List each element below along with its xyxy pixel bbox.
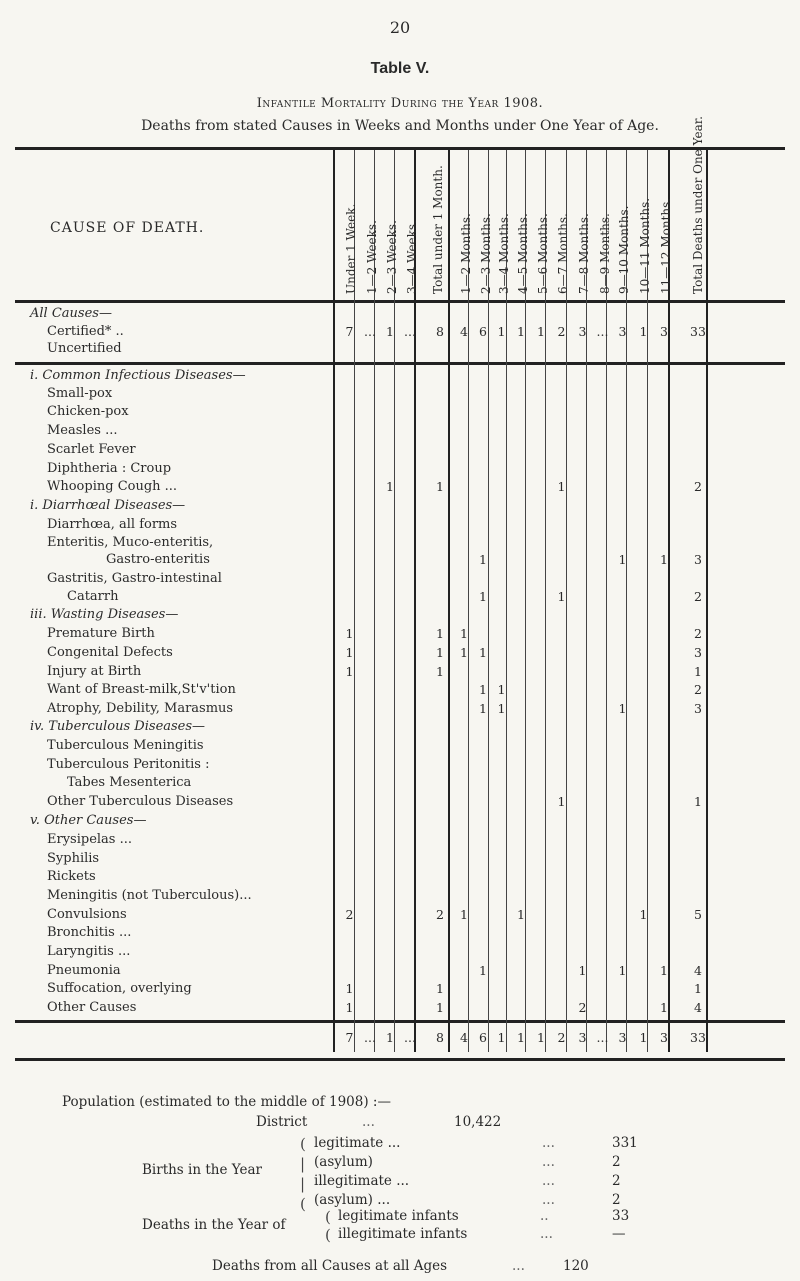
section-heading: iv. Tuberculous Diseases— <box>30 719 206 734</box>
section-heading: v. Other Causes— <box>30 813 147 828</box>
value-cell: 1 <box>479 552 487 567</box>
certified-cell: 1 <box>497 324 506 339</box>
row-label: Want of Breast-milk,St'v'tion <box>47 682 236 697</box>
row-label: Other Causes <box>47 1000 137 1015</box>
certified-cell: 1 <box>386 324 394 339</box>
value-cell: 1 <box>436 664 444 679</box>
value-cell: 1 <box>345 626 354 641</box>
row-label: Rickets <box>47 869 96 884</box>
value-cell: 2 <box>436 907 444 922</box>
death-dots: .. <box>540 1208 549 1224</box>
total-cell: 3 <box>660 1030 668 1045</box>
total-cell: 1 <box>497 1030 506 1045</box>
all-causes-label: All Causes— <box>30 306 112 321</box>
birth-value: 331 <box>612 1135 638 1151</box>
column-heading: 2—3 Weeks. <box>385 220 399 294</box>
birth-dots: ... <box>542 1173 555 1189</box>
row-label: Injury at Birth <box>47 664 142 679</box>
death-label: illegitimate infants <box>338 1226 468 1242</box>
value-cell: 1 <box>557 589 566 604</box>
total-cell: 1 <box>537 1030 545 1045</box>
column-heading: 3—4 Months. <box>497 213 511 294</box>
table-caption: Infantile Mortality During the Year 1908. <box>256 96 544 111</box>
column-heading: 5—6 Months. <box>536 213 550 294</box>
birth-label: (asylum) <box>314 1154 373 1170</box>
certified-cell: 3 <box>618 324 627 339</box>
value-cell: 1 <box>436 1000 444 1015</box>
row-label: Other Tuberculous Diseases <box>47 794 234 809</box>
certified-cell: 1 <box>537 324 545 339</box>
certified-cell: 3 <box>660 324 668 339</box>
value-cell: 1 <box>660 552 668 567</box>
certified-cell: 1 <box>639 324 648 339</box>
birth-value: 2 <box>612 1173 621 1189</box>
total-cell: ... <box>404 1030 416 1045</box>
row-label: Enteritis, Muco-enteritis, <box>47 535 214 550</box>
value-cell: 1 <box>345 981 354 996</box>
certified-cell: ... <box>364 324 376 339</box>
death-value: 33 <box>612 1208 630 1224</box>
row-label: Scarlet Fever <box>47 442 136 457</box>
value-cell: 2 <box>694 682 702 697</box>
section-heading: i. Common Infectious Diseases— <box>30 368 246 383</box>
column-heading: 2—3 Months. <box>479 213 493 294</box>
total-cell: 7 <box>345 1030 354 1045</box>
column-heading: Total under 1 Month. <box>431 165 445 294</box>
certified-cell: 7 <box>345 324 354 339</box>
row-label: Whooping Cough ... <box>47 479 178 494</box>
value-cell: 1 <box>436 479 444 494</box>
death-value: — <box>612 1226 626 1242</box>
total-cell: 4 <box>460 1030 468 1045</box>
value-cell: 1 <box>618 701 627 716</box>
total-cell: 1 <box>517 1030 525 1045</box>
row-label: Atrophy, Debility, Marasmus <box>47 701 234 716</box>
column-heading: 3—4 Weeks. <box>405 220 419 294</box>
all-ages-value: 120 <box>563 1258 589 1274</box>
certified-cell: 4 <box>460 324 468 339</box>
value-cell: 3 <box>694 552 702 567</box>
table-title: Table V. <box>370 60 430 77</box>
value-cell: 1 <box>557 794 566 809</box>
row-label: Tuberculous Meningitis <box>47 738 204 753</box>
value-cell: 1 <box>639 907 648 922</box>
column-heading: Under 1 Week. <box>344 203 358 294</box>
row-label: Laryngitis ... <box>47 944 131 959</box>
certified-cell: 2 <box>557 324 566 339</box>
population-heading: Population (estimated to the middle of 1908) :— <box>62 1094 391 1110</box>
births-label: Births in the Year <box>142 1162 262 1178</box>
value-cell: 1 <box>660 963 668 978</box>
row-label: Convulsions <box>47 907 127 922</box>
value-cell: 1 <box>618 552 627 567</box>
value-cell: 1 <box>436 981 444 996</box>
birth-value: 2 <box>612 1154 621 1170</box>
table-subcaption: Deaths from stated Causes in Weeks and Months under One Year of Age. <box>141 118 659 134</box>
uncertified-label: Uncertified <box>47 341 122 356</box>
cause-of-death-heading: CAUSE OF DEATH. <box>50 220 205 236</box>
value-cell: 1 <box>694 664 702 679</box>
value-cell: 1 <box>436 626 444 641</box>
value-cell: 1 <box>694 794 702 809</box>
certified-cell: 8 <box>436 324 444 339</box>
row-label: Erysipelas ... <box>47 832 133 847</box>
row-label: Diphtheria : Croup <box>47 461 172 476</box>
certified-label: Certified* .. <box>47 324 124 339</box>
total-cell: 1 <box>386 1030 394 1045</box>
value-cell: 2 <box>694 589 702 604</box>
birth-label: legitimate ... <box>314 1135 401 1151</box>
births-brace: ( | | ( <box>300 1135 306 1213</box>
value-cell: 1 <box>436 645 444 660</box>
total-cell: ... <box>596 1030 609 1045</box>
total-cell: 8 <box>436 1030 444 1045</box>
birth-dots: ... <box>542 1154 555 1170</box>
total-cell: 33 <box>690 1030 706 1045</box>
total-cell: 6 <box>479 1030 487 1045</box>
certified-cell: ... <box>596 324 609 339</box>
birth-label: (asylum) ... <box>314 1192 391 1208</box>
value-cell: 2 <box>694 626 702 641</box>
column-heading: 1—2 Months. <box>459 213 473 294</box>
value-cell: 1 <box>345 645 354 660</box>
row-label: Premature Birth <box>47 626 155 641</box>
row-label: Measles ... <box>47 423 118 438</box>
value-cell: 1 <box>660 1000 668 1015</box>
certified-cell: 1 <box>517 324 525 339</box>
row-label: Small-pox <box>47 386 113 401</box>
deaths-brace: ( ( <box>325 1208 331 1244</box>
value-cell: 1 <box>694 981 702 996</box>
value-cell: 1 <box>578 963 587 978</box>
district-value: 10,422 <box>454 1114 502 1130</box>
row-label: Syphilis <box>47 851 100 866</box>
row-label: Congenital Defects <box>47 645 173 660</box>
value-cell: 3 <box>694 645 702 660</box>
value-cell: 2 <box>694 479 702 494</box>
row-label: Catarrh <box>67 589 119 604</box>
row-label: Diarrhœa, all forms <box>47 517 178 532</box>
birth-dots: ... <box>542 1135 555 1151</box>
value-cell: 1 <box>517 907 525 922</box>
total-cell: 1 <box>639 1030 648 1045</box>
row-label: Chicken-pox <box>47 404 129 419</box>
value-cell: 1 <box>460 626 468 641</box>
row-label: Tuberculous Peritonitis : <box>47 757 210 772</box>
column-rule <box>333 150 335 1052</box>
value-cell: 4 <box>694 963 702 978</box>
birth-dots: ... <box>542 1192 555 1208</box>
value-cell: 1 <box>479 682 487 697</box>
column-heading: 10—11 Months. <box>638 197 652 294</box>
column-heading: Total Deaths under One Year. <box>691 116 705 294</box>
value-cell: 1 <box>460 645 468 660</box>
value-cell: 5 <box>694 907 702 922</box>
value-cell: 1 <box>479 701 487 716</box>
value-cell: 4 <box>694 1000 702 1015</box>
row-label: Pneumonia <box>47 963 121 978</box>
value-cell: 3 <box>694 701 702 716</box>
value-cell: 1 <box>345 1000 354 1015</box>
column-heading: 8—9 Months. <box>598 213 612 294</box>
certified-cell: 6 <box>479 324 487 339</box>
certified-cell: 33 <box>690 324 706 339</box>
column-heading: 9—10 Months. <box>617 205 631 294</box>
value-cell: 2 <box>578 1000 587 1015</box>
column-heading: 4—5 Months. <box>516 213 530 294</box>
row-label: Gastritis, Gastro-intestinal <box>47 571 222 586</box>
death-label: legitimate infants <box>338 1208 459 1224</box>
total-cell: 3 <box>578 1030 587 1045</box>
district-dots: ... <box>362 1114 375 1130</box>
total-cell: ... <box>364 1030 376 1045</box>
birth-value: 2 <box>612 1192 621 1208</box>
death-dots: ... <box>540 1226 553 1242</box>
value-cell: 1 <box>618 963 627 978</box>
value-cell: 1 <box>497 682 506 697</box>
column-heading: 11—12 Months. <box>659 197 673 294</box>
all-ages-label: Deaths from all Causes at all Ages <box>212 1258 448 1274</box>
birth-label: illegitimate ... <box>314 1173 410 1189</box>
row-label: Gastro-enteritis <box>106 552 210 567</box>
row-label: Bronchitis ... <box>47 925 132 940</box>
deaths-year-label: Deaths in the Year of <box>142 1217 286 1233</box>
page-number: 20 <box>389 18 411 37</box>
total-cell: 2 <box>557 1030 566 1045</box>
column-heading: 7—8 Months. <box>577 213 591 294</box>
value-cell: 2 <box>345 907 354 922</box>
total-cell: 3 <box>618 1030 627 1045</box>
section-heading: iii. Wasting Diseases— <box>30 607 179 622</box>
column-heading: 6—7 Months. <box>556 213 570 294</box>
all-ages-dots: ... <box>512 1258 525 1274</box>
row-label: Suffocation, overlying <box>47 981 192 996</box>
value-cell: 1 <box>345 664 354 679</box>
section-heading: i. Diarrhœal Diseases— <box>30 498 186 513</box>
row-label: Tabes Mesenterica <box>67 775 192 790</box>
district-label: District <box>256 1114 308 1130</box>
certified-cell: 3 <box>578 324 587 339</box>
value-cell: 1 <box>479 963 487 978</box>
value-cell: 1 <box>386 479 394 494</box>
value-cell: 1 <box>479 645 487 660</box>
row-label: Meningitis (not Tuberculous)... <box>47 888 252 903</box>
value-cell: 1 <box>460 907 468 922</box>
value-cell: 1 <box>497 701 506 716</box>
value-cell: 1 <box>479 589 487 604</box>
column-heading: 1—2 Weeks. <box>365 220 379 294</box>
certified-cell: ... <box>404 324 416 339</box>
value-cell: 1 <box>557 479 566 494</box>
